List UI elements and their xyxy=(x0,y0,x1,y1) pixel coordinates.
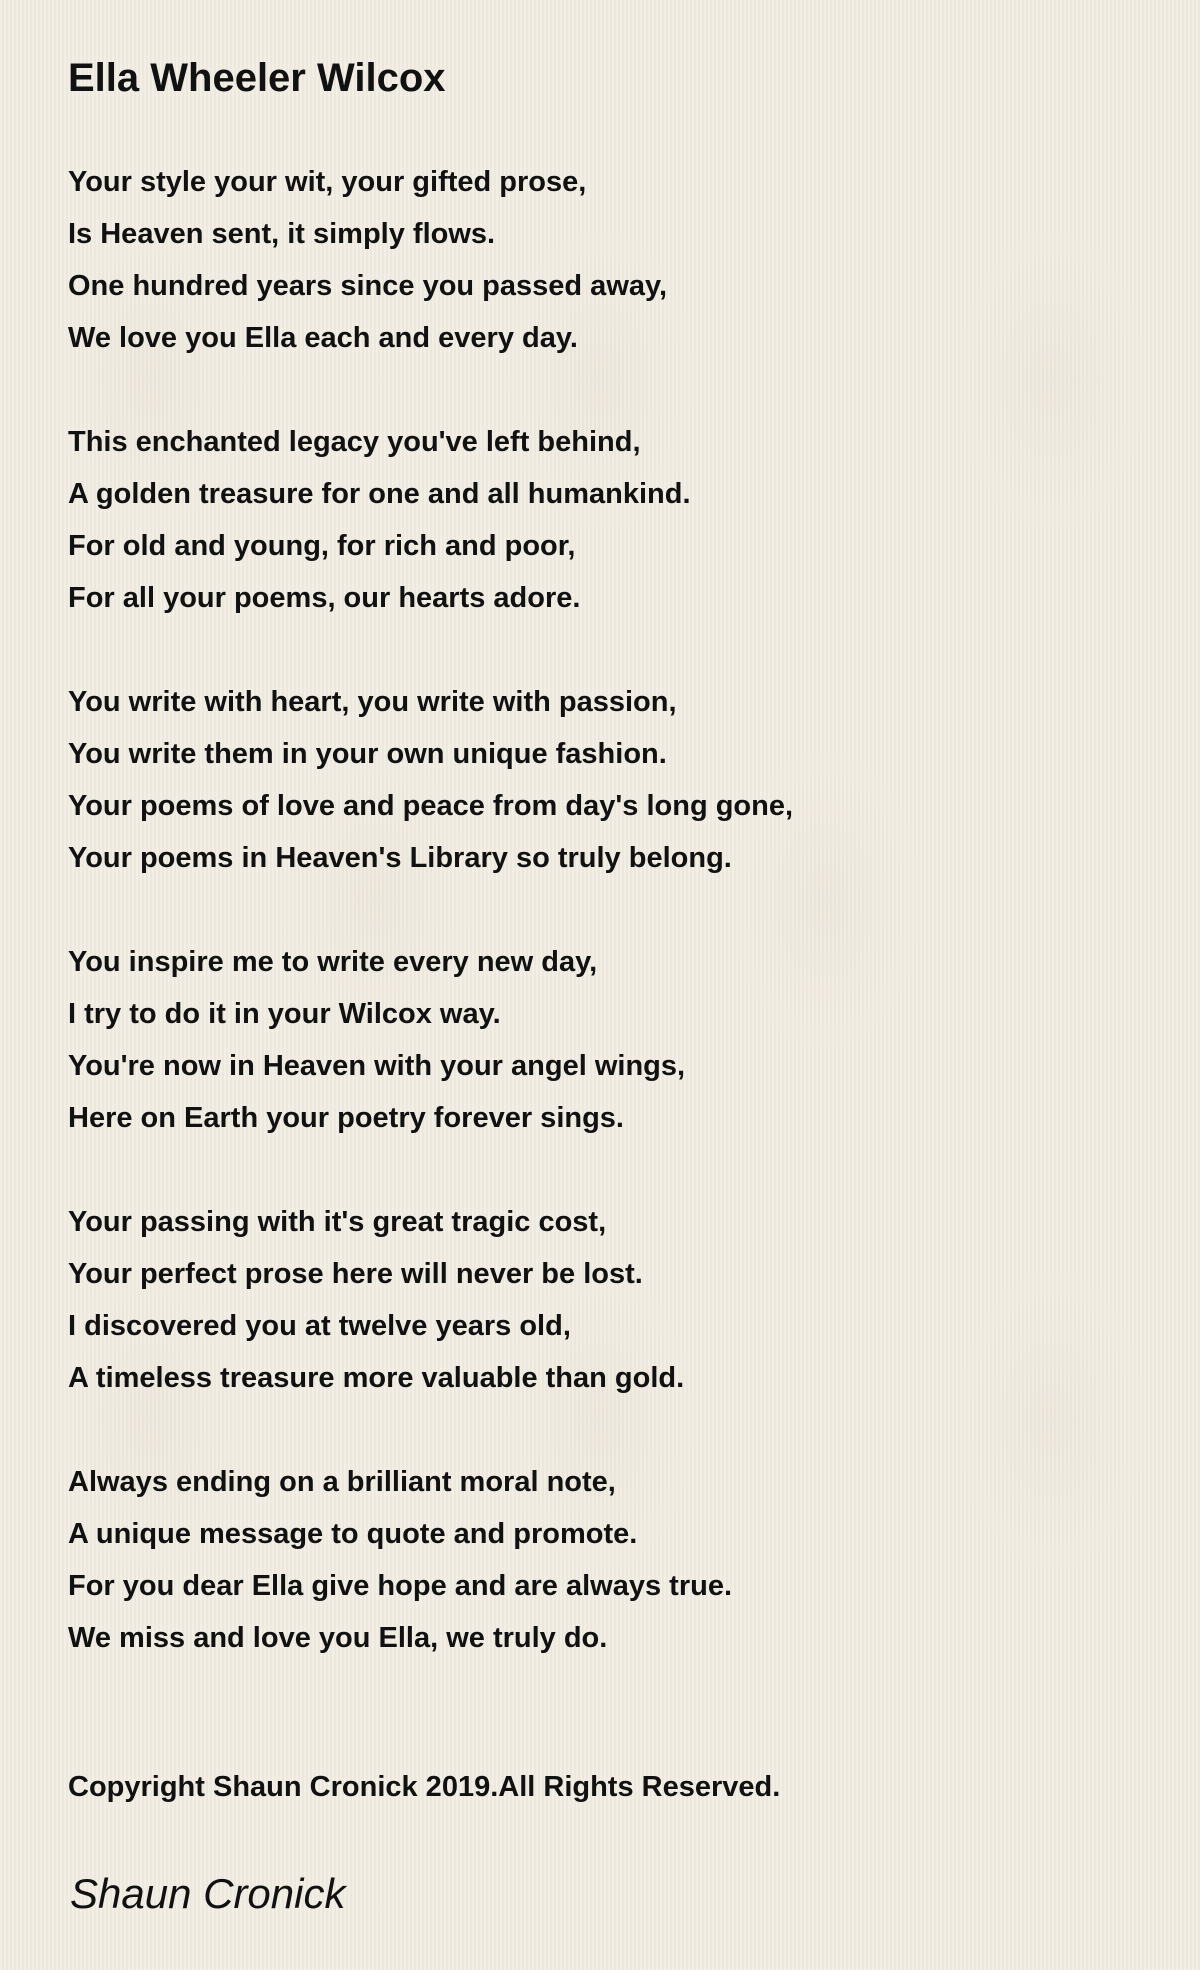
poem-body xyxy=(68,156,1148,1664)
poem-line: We miss and love you Ella, we truly do. xyxy=(68,1622,608,1654)
poem-line: I try to do it in your Wilcox way. xyxy=(68,998,501,1030)
poem-line: Your passing with it's great tragic cost, xyxy=(68,1206,607,1238)
poem-line: You write them in your own unique fashion. xyxy=(68,738,667,770)
poem-line: Always ending on a brilliant moral note, xyxy=(68,1466,616,1498)
stanza xyxy=(68,676,1148,884)
poem-line: We love you Ella each and every day. xyxy=(68,322,578,354)
poem-line: I discovered you at twelve years old, xyxy=(68,1310,571,1342)
poem-line: Is Heaven sent, it simply flows. xyxy=(68,218,496,250)
poem-line: Your perfect prose here will never be lost. xyxy=(68,1258,643,1290)
poem-line: Your poems of love and peace from day's long gone, xyxy=(68,790,794,822)
poem-line: One hundred years since you passed away, xyxy=(68,270,668,302)
poem-line: A unique message to quote and promote. xyxy=(68,1518,638,1550)
poem-title: Ella Wheeler Wilcox xyxy=(68,56,446,100)
poem-line: A timeless treasure more valuable than gold. xyxy=(68,1362,685,1394)
poem-line: For all your poems, our hearts adore. xyxy=(68,582,581,614)
poem-page xyxy=(68,48,1148,1716)
poem-line: You write with heart, you write with passion, xyxy=(68,686,677,718)
poem-line: Here on Earth your poetry forever sings. xyxy=(68,1102,624,1134)
stanza xyxy=(68,936,1148,1144)
poem-line: Your poems in Heaven's Library so truly belong. xyxy=(68,842,732,874)
stanza xyxy=(68,1456,1148,1664)
poem-line: For old and young, for rich and poor, xyxy=(68,530,576,562)
poem-line: For you dear Ella give hope and are always true. xyxy=(68,1570,732,1602)
poem-line: You inspire me to write every new day, xyxy=(68,946,598,978)
stanza xyxy=(68,416,1148,624)
stanza xyxy=(68,1196,1148,1404)
poem-line: A golden treasure for one and all humankind. xyxy=(68,478,691,510)
poem-line: You're now in Heaven with your angel wings, xyxy=(68,1050,686,1082)
copyright-notice: Copyright Shaun Cronick 2019.All Rights Reserved. xyxy=(68,1771,781,1803)
poem-line: This enchanted legacy you've left behind, xyxy=(68,426,641,458)
poem-line: Your style your wit, your gifted prose, xyxy=(68,166,587,198)
author-signature: Shaun Cronick xyxy=(70,1870,346,1917)
stanza xyxy=(68,156,1148,364)
